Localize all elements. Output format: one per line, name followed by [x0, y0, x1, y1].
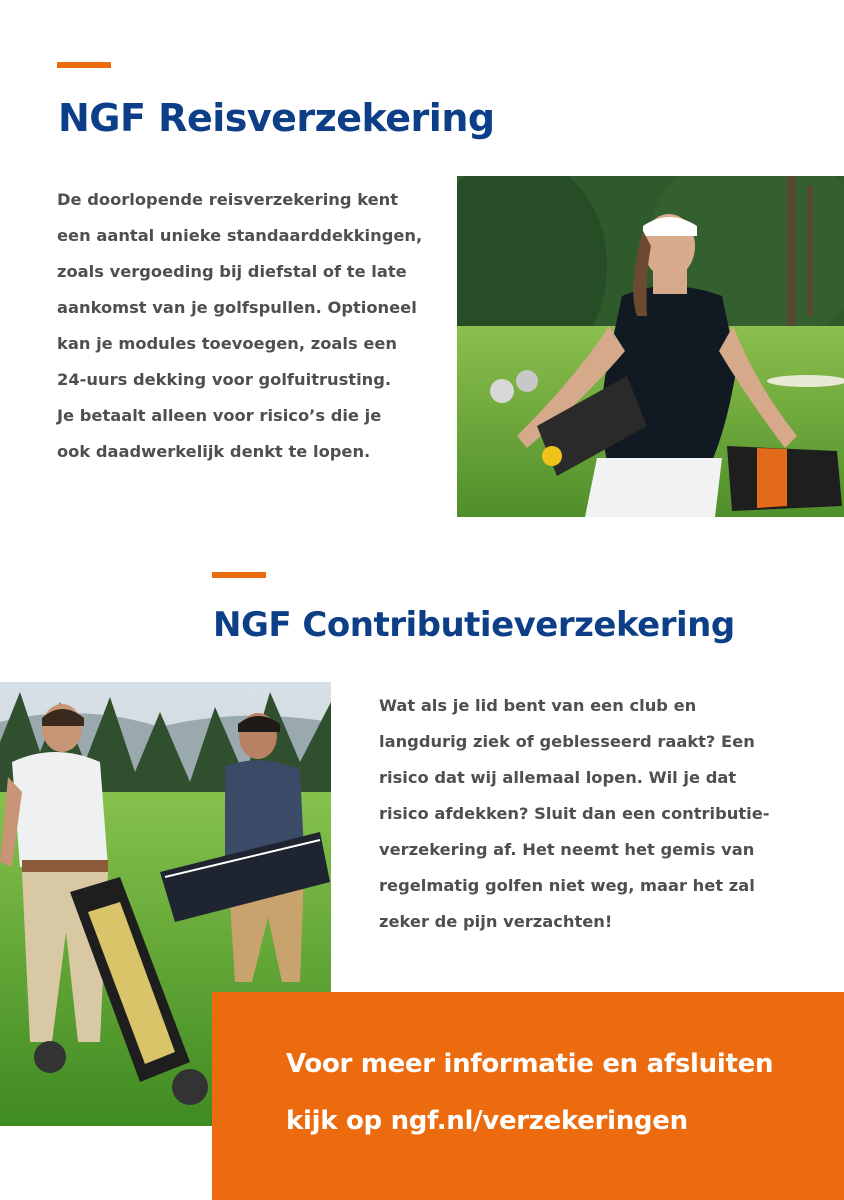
section1-title: NGF Reisverzekering [58, 96, 495, 140]
section2-title: NGF Contributieverzekering [213, 605, 735, 645]
section2-accent-bar [212, 572, 266, 578]
golfer-woman-photo-icon [457, 176, 844, 517]
section1-body: De doorlopende reisverzekering kent een aantal unieke standaarddekkingen, zoals vergoeding bij diefstal of te late aankomst van je golfspullen. Optioneel kan je modules toevoegen, zoals een 24-uurs dekking voor golfuitrusting. Je betaalt alleen voor risico’s die je ook daadwerkelijk denkt te lopen. [57, 190, 423, 461]
section2-body: Wat als je lid bent van een club en langdurig ziek of geblesseerd raakt? Een risico dat wij allemaal lopen. Wil je dat risico afdekken? Sluit dan een contributie- verzekering af. Het neemt het gemis van regelmatig golfen niet weg, maar het zal zeker de pijn verzachten! [379, 696, 770, 931]
golfer-woman-photo [457, 176, 844, 517]
cta-text: Voor meer informatie en afsluiten kijk op ngf.nl/verzekeringen [286, 1049, 774, 1136]
section1-accent-bar [57, 62, 111, 68]
cta-box [212, 992, 844, 1200]
